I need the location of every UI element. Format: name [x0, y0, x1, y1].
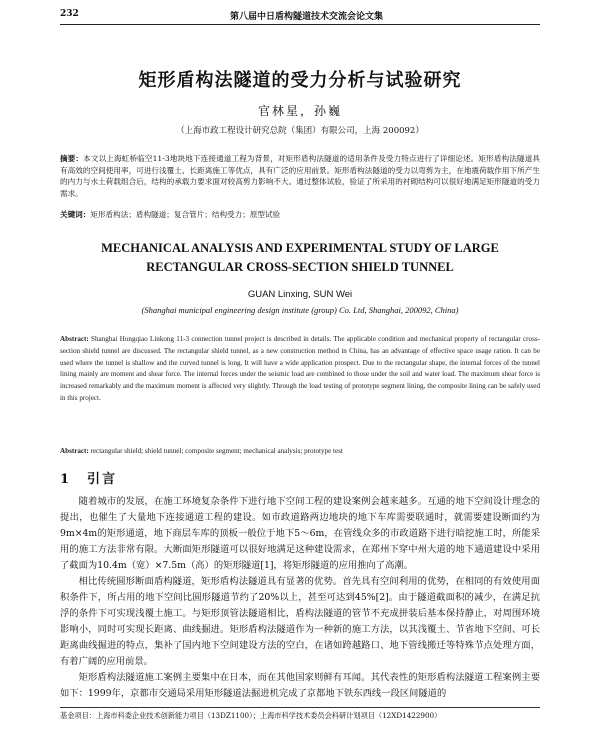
- keywords-cn-text: 矩形盾构法；盾构隧道；复合管片；结构受力；原型试验: [90, 210, 281, 219]
- affiliation-en: (Shanghai municipal engineering design institute (group) Co. Ltd, Shanghai, 200092, China): [141, 305, 459, 315]
- authors-cn: 官林星，孙巍: [257, 104, 342, 118]
- abstract-cn-text: 本文以上海虹桥临空11-3地块地下连接通道工程为背景，对矩形盾构法隧道的适用条件及受力特点进行了详细论述。矩形盾构法隧道具有高效的空间使用率，可进行浅覆土、长距离施工等优点，具有广泛的应用前景。矩形盾构法隧道的受力以弯剪为主，在地震荷载作用下所产生的内力与水土荷载组合后，结构的承载力要求面对较高剪力影响不大。通过整体试验，验证了所采用的衬砌结构可以很好地满足矩形隧道的受力需求。: [60, 154, 540, 198]
- affiliation-cn: （上海市政工程设计研究总院（集团）有限公司，上海 200092）: [176, 126, 424, 136]
- paper-title-en-line-1: MECHANICAL ANALYSIS AND EXPERIMENTAL STUDY OF LARGE: [101, 241, 499, 255]
- abstract-en: [60, 334, 540, 405]
- abstract-cn-label: 摘要：: [60, 154, 84, 163]
- section-title: 引言: [87, 472, 118, 487]
- paragraph: 随着城市的发展，在施工环境复杂条件下进行地下空间工程的建设案例会越来越多。互通的地下空间设计理念的提出，也催生了大量地下连接通道工程的建设。如市政道路两边地块的地下车库需要联通时，就需要建设断面约为9m×4m的矩形通道，地下商层车库的顶板一般位于地下5～6m，在管线众多的市政道路下进行暗挖施工时，所能采用的施工方法非常有限。大断面矩形隧道可以很好地满足这种建设需求，在郑州下穿中州大道的地下通道建设中采用了截面为10.4m（宽）×7.5m（高）的矩形隧道[1]，将矩形隧道的应用推向了高潮。: [60, 496, 540, 571]
- paper-title-en-line-2: RECTANGULAR CROSS-SECTION SHIELD TUNNEL: [146, 260, 454, 274]
- keywords-en-text: rectangular shield; shield tunnel; composite segment; mechanical analysis; prototype test: [90, 447, 343, 455]
- conference-title: 第八届中日盾构隧道技术交流会论文集: [230, 12, 384, 22]
- footnote-divider: [60, 707, 540, 708]
- abstract-cn: [60, 153, 540, 199]
- section-number: 1: [60, 472, 72, 487]
- authors-en: GUAN Linxing, SUN Wei: [247, 289, 353, 300]
- body-text: [60, 494, 540, 702]
- footnote: 基金项目：上海市科委企业技术创新能力项目（13DZ1100）；上海市科学技术委员会科研计划项目（12XD1422900）: [60, 711, 442, 720]
- paragraph: 相比传统圆形断面盾构隧道，矩形盾构法隧道具有显著的优势。首先具有空间利用的优势，在相同的有效使用面积条件下，所占用的地下空间比圆形隧道节约了20%以上，甚至可达到45%[2]。由于隧道截面积的减少，在满足抗浮的条件下可实现浅覆土施工。与矩形顶管法隧道相比，盾构法隧道的管节不充成拼装后基本保持静止，对周围环境影响小，同时可实现长距离、曲线掘进。矩形盾构法隧道作为一种新的施工方法，以其浅覆土、节省地下空间、可长距离曲线掘进的特点，集补了国内地下空间建设方法的空白，在诸如跨越路口、地下管线搬迁等特殊节点处理方面，有着广阔的应用前景。: [60, 576, 540, 667]
- page-number: 232: [60, 9, 79, 19]
- keywords-en: [60, 446, 540, 457]
- section-heading: [60, 468, 117, 487]
- paper-title-en: [60, 239, 540, 277]
- keywords-cn-label: 关键词：: [60, 210, 91, 219]
- running-header: [60, 8, 540, 25]
- abstract-en-label: Abstract:: [60, 335, 89, 343]
- keywords-en-label: Abstract:: [60, 447, 89, 455]
- keywords-cn: [60, 209, 540, 220]
- paper-title-cn: 矩形盾构法隧道的受力分析与试验研究: [138, 70, 462, 91]
- paragraph: 矩形盾构法隧道施工案例主要集中在日本，而在其他国家则鲜有耳闻。其代表性的矩形盾构法隧道工程案例主要如下：1999年，京都市交通局采用矩形隧道法掘进机完成了京都地下铁东西线一段区间隧道的: [60, 672, 540, 699]
- abstract-en-text: Shanghai Hongqiao Linkong 11-3 connection tunnel project is described in details. The applicable condition and mechanical property of rectangular cross-section shield tunnel are discussed. The rectangular shield tunnel, as a new construction method in China, has an advantage of effective space usage ration. It can be used where the tunnel is shallow and the curved tunnel is long. It will have a wide application prospect. Due to the rectangular shape, the internal forces of the tunnel lining mainly are moment and shear force. The internal forces under the seismic load are combined to those under the soil and water load. The maximum shear force is increased remarkably and the maximum moment is affected very slightly. Through the load testing of prototype segment lining, the composite lining can be safely used in this project.: [60, 335, 540, 402]
